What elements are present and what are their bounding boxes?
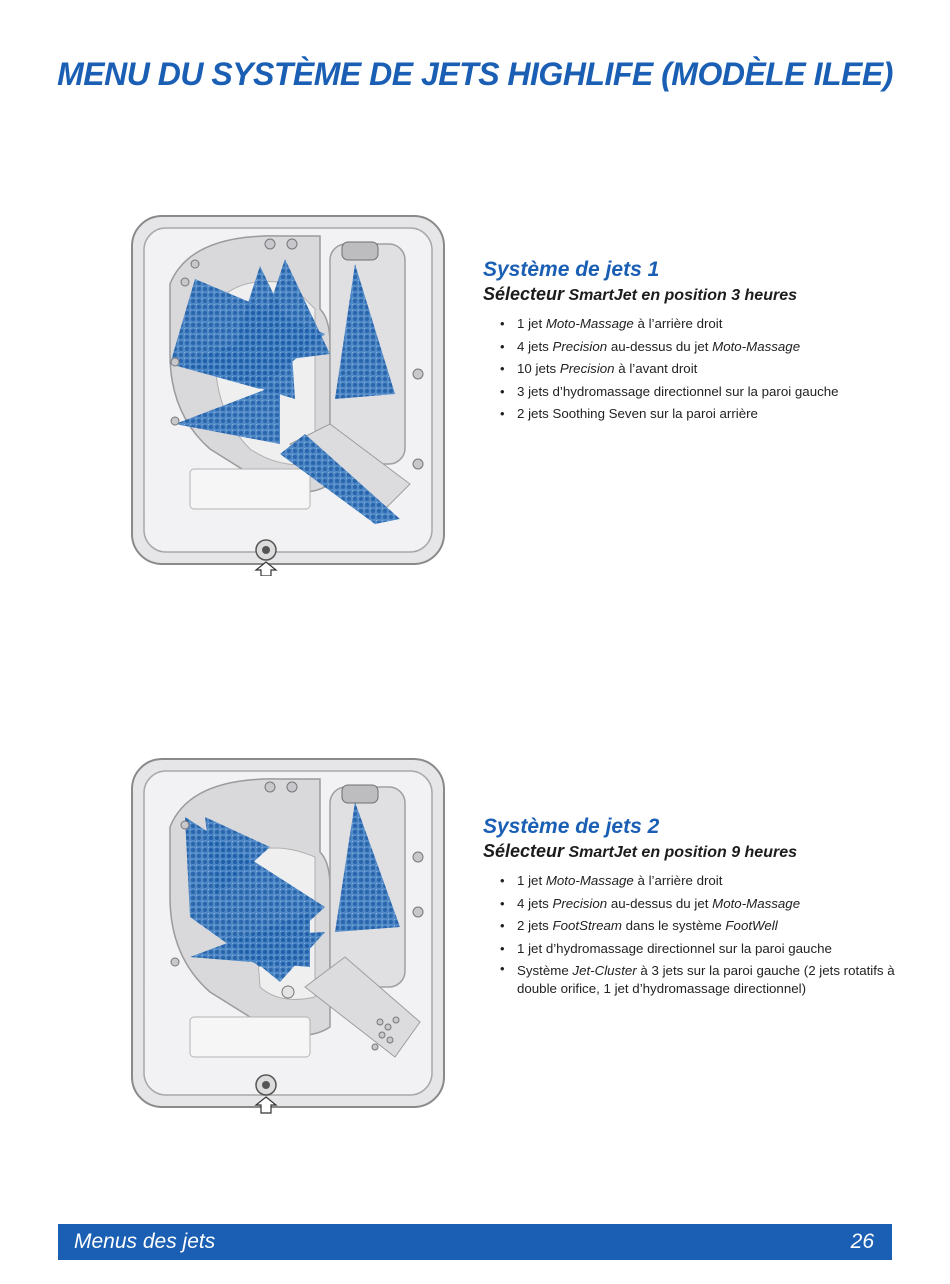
selector-position: SmartJet en position 9 heures — [564, 844, 797, 861]
page-number: 26 — [850, 1230, 874, 1253]
list-item: • Système Jet-Cluster à 3 jets sur la paroi gauche (2 jets rotatifs à double orifice, 1 jet d’hydromassage directionnel) — [500, 960, 903, 998]
list-item: • 2 jets FootStream dans le système FootWell — [500, 915, 903, 938]
footer-bar — [58, 1224, 892, 1260]
list-item: • 1 jet Moto-Massage à l’arrière droit — [500, 870, 903, 893]
jet-system-2-info — [483, 815, 903, 998]
jet-system-title: Système de jets 1 — [483, 258, 660, 281]
list-item: • 1 jet Moto-Massage à l’arrière droit — [500, 313, 903, 336]
list-item: • 3 jets d’hydromassage directionnel sur la paroi gauche — [500, 381, 903, 404]
selector-position: SmartJet en position 3 heures — [564, 287, 797, 304]
list-item: • 4 jets Precision au-dessus du jet Moto-Massage — [500, 336, 903, 359]
list-item: • 2 jets Soothing Seven sur la paroi arrière — [500, 403, 903, 426]
list-item: • 4 jets Precision au-dessus du jet Moto-Massage — [500, 893, 903, 916]
jet-list — [483, 870, 903, 998]
pillow — [342, 785, 378, 803]
selector-word: Sélecteur — [483, 841, 565, 861]
list-item: • 1 jet d’hydromassage directionnel sur la paroi gauche — [500, 938, 903, 961]
selector-line — [483, 284, 903, 305]
pillow — [342, 242, 378, 260]
selector-line — [483, 841, 903, 862]
footer-section-title: Menus des jets — [74, 1230, 216, 1253]
page-title: MENU DU SYSTÈME DE JETS HIGHLIFE (MODÈLE ILEE) — [57, 56, 893, 92]
jet-system-title: Système de jets 2 — [483, 815, 660, 838]
spa-diagram-jet-system-1 — [130, 214, 446, 576]
jet-list — [483, 313, 903, 426]
list-item: • 10 jets Precision à l’avant droit — [500, 358, 903, 381]
selector-word: Sélecteur — [483, 284, 565, 304]
spa-diagram-jet-system-2 — [130, 757, 446, 1119]
jet-system-1-info — [483, 258, 903, 426]
